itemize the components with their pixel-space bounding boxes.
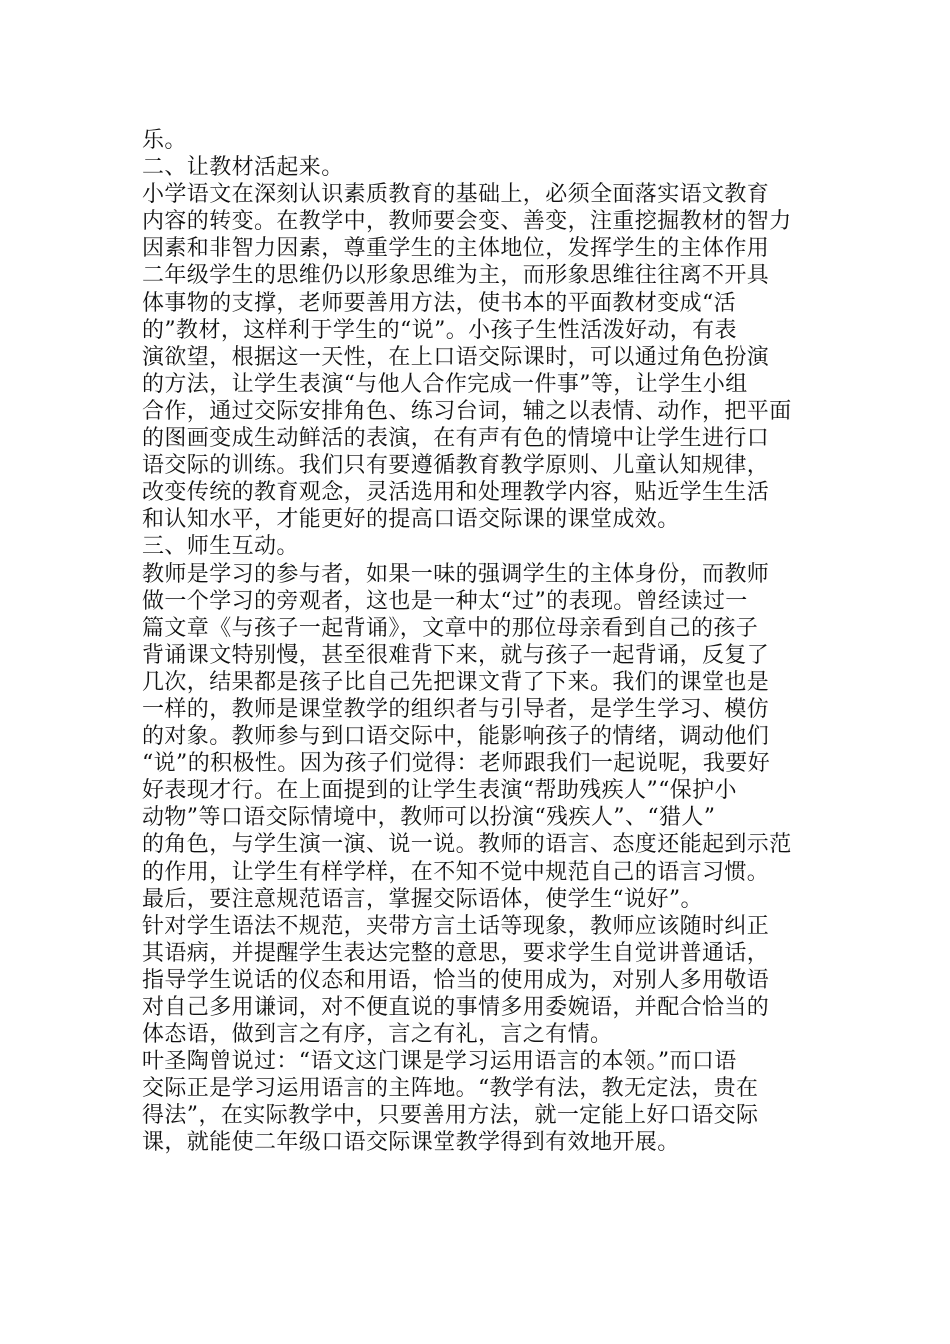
text-line: 体态语，做到言之有序，言之有礼，言之有情。	[142, 1022, 613, 1048]
text-line: 小学语文在深刻认识素质教育的基础上，必须全面落实语文教育	[142, 182, 770, 208]
text-line: 二、让教材活起来。	[142, 155, 344, 181]
text-line: 语交际的训练。我们只有要遵循教育教学原则、儿童认知规律，	[142, 453, 770, 479]
text-line: 叶圣陶曾说过：“语文这门课是学习运用语言的本领。”而口语	[142, 1049, 737, 1075]
text-line: 最后，要注意规范语言，掌握交际语体，使学生“说好”。	[142, 886, 703, 912]
text-line: 合作，通过交际安排角色、练习台词，辅之以表情、动作，把平面	[142, 398, 792, 424]
text-line: 二年级学生的思维仍以形象思维为主，而形象思维往往离不开具	[142, 263, 770, 289]
text-line: 几次，结果都是孩子比自己先把课文背了下来。我们的课堂也是	[142, 669, 770, 695]
text-line: 的”教材，这样利于学生的“说”。小孩子生性活泼好动，有表	[142, 317, 737, 343]
text-line: 其语病，并提醒学生表达完整的意思，要求学生自觉讲普通话，	[142, 940, 770, 966]
text-line: 课，就能使二年级口语交际课堂教学得到有效地开展。	[142, 1130, 680, 1156]
text-line: 乐。	[142, 128, 187, 153]
text-line: 篇文章《与孩子一起背诵》，文章中的那位母亲看到自己的孩子	[142, 615, 759, 641]
text-line: 做一个学习的旁观者，这也是一种太“过”的表现。曾经读过一	[142, 588, 748, 614]
text-line: 一样的，教师是课堂教学的组织者与引导者，是学生学习、模仿	[142, 696, 770, 722]
text-line: 的角色，与学生演一演、说一说。教师的语言、态度还能起到示范	[142, 832, 792, 858]
text-line: 的方法，让学生表演“与他人合作完成一件事”等，让学生小组	[142, 371, 748, 397]
text-line: 演欲望，根据这一天性，在上口语交际课时，可以通过角色扮演	[142, 344, 770, 370]
text-line: 改变传统的教育观念，灵活选用和处理教学内容，贴近学生生活	[142, 480, 770, 506]
text-line: 的对象。教师参与到口语交际中，能影响孩子的情绪，调动他们	[142, 724, 770, 750]
text-line: 教师是学习的参与者，如果一味的强调学生的主体身份，而教师	[142, 561, 770, 587]
text-line: 的图画变成生动鲜活的表演，在有声有色的情境中让学生进行口	[142, 426, 770, 452]
text-line: 背诵课文特别慢，甚至很难背下来，就与孩子一起背诵，反复了	[142, 642, 770, 668]
text-line: 指导学生说话的仪态和用语，恰当的使用成为，对别人多用敬语	[142, 967, 770, 993]
text-line: 针对学生语法不规范，夹带方言土话等现象，教师应该随时纠正	[142, 913, 770, 939]
text-line: 得法”，在实际教学中，只要善用方法，就一定能上好口语交际	[142, 1103, 759, 1129]
text-line: “说”的积极性。因为孩子们觉得：老师跟我们一起说呢，我要好	[142, 751, 771, 777]
text-line: 因素和非智力因素，尊重学生的主体地位，发挥学生的主体作用	[142, 236, 770, 262]
text-line: 内容的转变。在教学中，教师要会变、善变，注重挖掘教材的智力	[142, 209, 792, 235]
text-line: 三、师生互动。	[142, 534, 299, 560]
text-line: 体事物的支撑，老师要善用方法，使书本的平面教材变成“活	[142, 290, 737, 316]
text-line: 对自己多用谦词，对不便直说的事情多用委婉语，并配合恰当的	[142, 995, 770, 1020]
text-line: 好表现才行。在上面提到的让学生表演“帮助残疾人”“保护小	[142, 778, 737, 804]
document-body	[142, 127, 810, 1157]
text-line: 和认知水平，才能更好的提高口语交际课的课堂成效。	[142, 507, 680, 533]
text-line: 的作用，让学生有样学样，在不知不觉中规范自己的语言习惯。	[142, 859, 770, 885]
text-line: 动物”等口语交际情境中，教师可以扮演“残疾人”、“猎人”	[142, 805, 716, 831]
text-line: 交际正是学习运用语言的主阵地。“教学有法，教无定法，贵在	[142, 1076, 759, 1102]
